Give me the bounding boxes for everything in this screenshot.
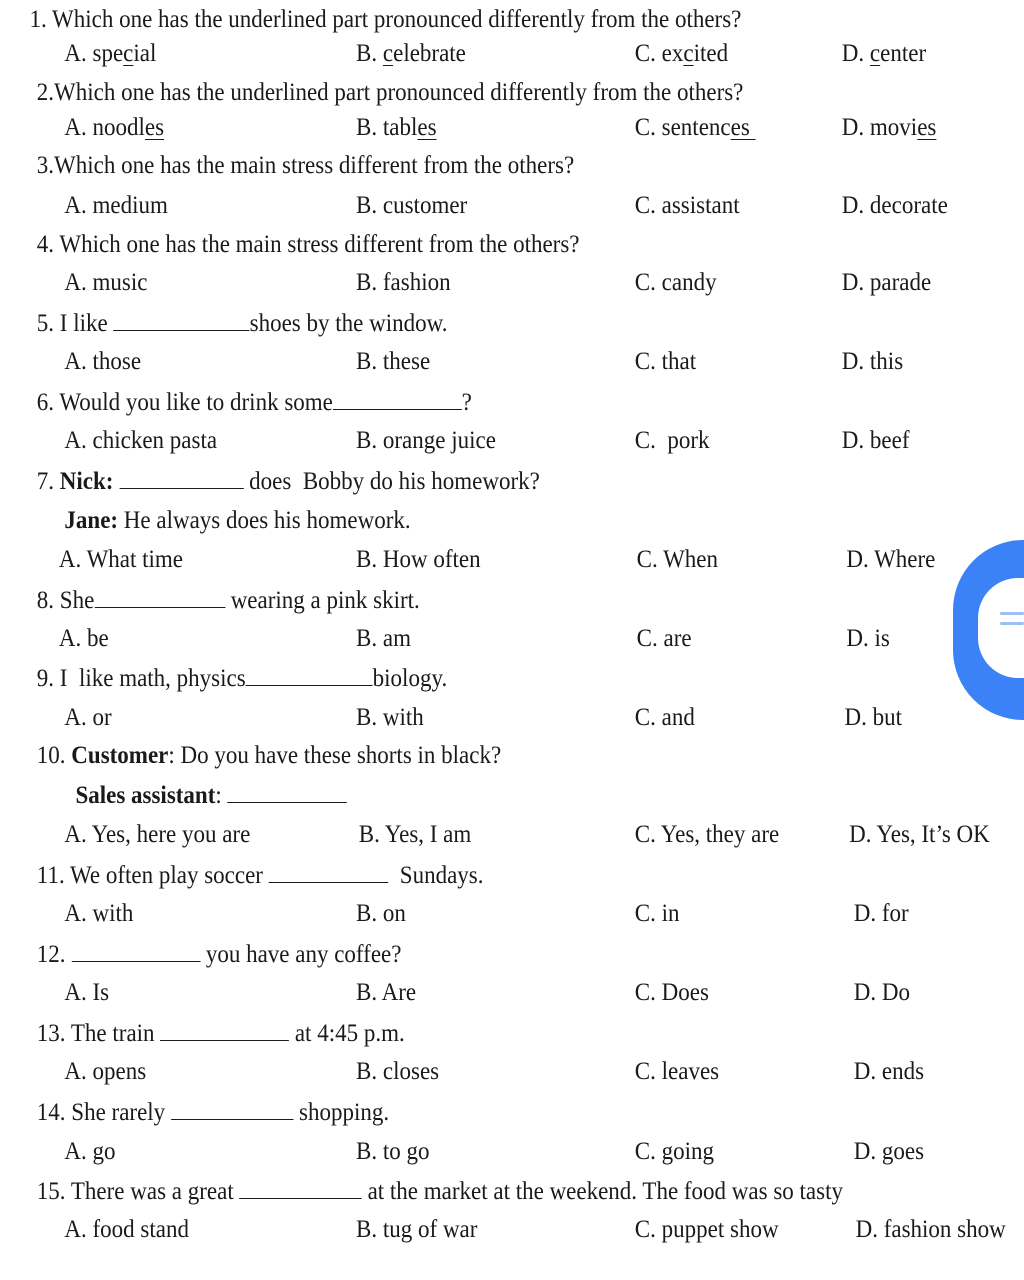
option-c[interactable]: C. Does bbox=[634, 979, 709, 1006]
option-a[interactable]: A. food stand bbox=[64, 1216, 189, 1243]
question-12: 12. you have any coffee? bbox=[36, 941, 402, 968]
answer-blank[interactable] bbox=[269, 860, 389, 883]
answer-blank[interactable] bbox=[94, 585, 225, 608]
answer-blank[interactable] bbox=[71, 939, 200, 962]
options-2 bbox=[0, 113, 942, 153]
question-stem: Which one has the underlined part pronounced differently from the others? bbox=[46, 6, 742, 33]
option-b[interactable]: B. tables bbox=[356, 114, 437, 141]
option-a[interactable]: A. be bbox=[58, 625, 109, 652]
option-b[interactable]: B. Yes, I am bbox=[358, 821, 472, 848]
question-number: 10. bbox=[36, 742, 66, 769]
question-number: 15. bbox=[36, 1178, 66, 1205]
question-9: 9. I like math, physics biology. bbox=[36, 665, 448, 692]
option-b[interactable]: B. on bbox=[356, 900, 406, 927]
underlined-part: c bbox=[123, 40, 134, 67]
option-b[interactable]: B. to go bbox=[356, 1138, 430, 1165]
option-c[interactable]: C. excited bbox=[634, 40, 729, 67]
answer-blank[interactable] bbox=[171, 1097, 293, 1120]
option-a[interactable]: A. music bbox=[64, 269, 148, 296]
question-14: 14. She rarely shopping. bbox=[36, 1099, 390, 1126]
option-c[interactable]: C. puppet show bbox=[634, 1216, 779, 1243]
question-number: 5. bbox=[36, 310, 55, 337]
options-13 bbox=[0, 1057, 942, 1097]
options-5 bbox=[0, 347, 942, 387]
option-a[interactable]: A. What time bbox=[58, 546, 184, 573]
question-number: 8. bbox=[36, 587, 55, 614]
question-number: 9. bbox=[36, 665, 55, 692]
question-stem: Which one has the main stress different from the others? bbox=[54, 152, 575, 179]
answer-blank[interactable] bbox=[160, 1018, 289, 1041]
question-11: 11. We often play soccer Sundays. bbox=[36, 862, 484, 889]
option-d[interactable]: D. beef bbox=[841, 427, 910, 454]
question-number: 7. bbox=[36, 468, 55, 495]
underlined-part: c bbox=[683, 40, 694, 67]
question-15: 15. There was a great at the market at the weekend. The food was so tasty bbox=[36, 1178, 843, 1205]
option-c[interactable]: C. that bbox=[634, 348, 697, 375]
answer-blank[interactable] bbox=[333, 387, 462, 410]
option-a[interactable]: A. go bbox=[64, 1138, 116, 1165]
options-8 bbox=[0, 624, 942, 664]
question-4 bbox=[0, 230, 942, 270]
answer-blank[interactable] bbox=[119, 466, 243, 489]
question-2 bbox=[0, 78, 942, 118]
option-b[interactable]: B. am bbox=[356, 625, 411, 652]
option-b[interactable]: B. customer bbox=[356, 192, 468, 219]
answer-blank[interactable] bbox=[239, 1176, 361, 1199]
option-a[interactable]: A. medium bbox=[64, 192, 168, 219]
question-number: 13. bbox=[36, 1020, 66, 1047]
option-a[interactable]: A. those bbox=[64, 348, 142, 375]
question-number: 1. bbox=[29, 6, 47, 33]
option-b[interactable]: B. tug of war bbox=[356, 1216, 478, 1243]
underlined-part: c bbox=[382, 40, 394, 67]
option-c[interactable]: C. going bbox=[634, 1138, 715, 1165]
option-b[interactable]: B. celebrate bbox=[356, 40, 466, 67]
option-d[interactable]: D. for bbox=[853, 900, 909, 927]
question-stem: Which one has the underlined part pronounced differently from the others? bbox=[54, 79, 744, 106]
option-a[interactable]: A. chicken pasta bbox=[64, 427, 218, 454]
options-11 bbox=[0, 899, 942, 939]
answer-blank[interactable] bbox=[246, 663, 373, 686]
options-6 bbox=[0, 426, 942, 466]
question-number: 14. bbox=[36, 1099, 66, 1126]
question-5: 5. I like shoes by the window. bbox=[36, 310, 448, 337]
option-c[interactable]: C. Yes, they are bbox=[634, 821, 780, 848]
question-number: 4. bbox=[36, 231, 55, 258]
drag-handle-icon bbox=[1000, 612, 1024, 632]
option-b[interactable]: B. with bbox=[356, 704, 424, 731]
option-a[interactable]: A. Is bbox=[64, 979, 110, 1006]
answer-blank[interactable] bbox=[113, 308, 249, 331]
question-number: 6. bbox=[36, 389, 55, 416]
options-7 bbox=[0, 545, 942, 585]
underlined-part: es bbox=[730, 114, 756, 141]
option-a[interactable]: A. opens bbox=[64, 1058, 147, 1085]
option-c[interactable]: C. candy bbox=[634, 269, 717, 296]
option-d[interactable]: D. is bbox=[846, 625, 890, 652]
option-c[interactable]: C. leaves bbox=[634, 1058, 720, 1085]
option-a[interactable]: A. noodles bbox=[64, 114, 165, 141]
options-10 bbox=[0, 820, 990, 860]
question-10: 10. Customer: Do you have these shorts in black? bbox=[36, 742, 502, 769]
options-4 bbox=[0, 268, 942, 308]
option-d[interactable]: D. Yes, It’s OK bbox=[849, 821, 990, 848]
underlined-part: es bbox=[144, 114, 165, 141]
option-c[interactable]: C. pork bbox=[634, 427, 710, 454]
dialogue-response-10: Sales assistant: bbox=[0, 780, 942, 820]
option-c[interactable]: C. sentences bbox=[634, 114, 756, 141]
speaker-name: Nick: bbox=[54, 468, 114, 495]
option-b[interactable]: B. How often bbox=[356, 546, 481, 573]
question-7: 7. Nick: does Bobby do his homework? bbox=[36, 468, 540, 495]
option-c[interactable]: C. When bbox=[636, 546, 719, 573]
option-c[interactable]: C. in bbox=[634, 900, 680, 927]
answer-blank[interactable] bbox=[228, 780, 348, 803]
option-d[interactable]: D. parade bbox=[841, 269, 932, 296]
question-3 bbox=[0, 151, 942, 191]
option-a[interactable]: A. or bbox=[64, 704, 112, 731]
option-d[interactable]: D. center bbox=[841, 40, 927, 67]
underlined-part: c bbox=[869, 40, 881, 67]
option-d[interactable]: D. goes bbox=[853, 1138, 925, 1165]
question-number: 2. bbox=[36, 79, 55, 106]
option-a[interactable]: A. Yes, here you are bbox=[64, 821, 251, 848]
option-a[interactable]: A. special bbox=[64, 40, 157, 67]
question-stem: Which one has the main stress different from the others? bbox=[54, 231, 580, 258]
option-d[interactable]: D. decorate bbox=[841, 192, 948, 219]
option-d[interactable]: D. ends bbox=[853, 1058, 925, 1085]
speaker-name: Jane: bbox=[64, 507, 119, 534]
speaker-name: Customer bbox=[65, 742, 169, 769]
option-b[interactable]: B. Are bbox=[356, 979, 417, 1006]
options-1 bbox=[0, 39, 942, 79]
question-number: 12. bbox=[36, 941, 66, 968]
option-b[interactable]: B. these bbox=[356, 348, 431, 375]
option-b[interactable]: B. orange juice bbox=[356, 427, 496, 454]
option-b[interactable]: B. fashion bbox=[356, 269, 451, 296]
underlined-part: es bbox=[417, 114, 437, 141]
option-c[interactable]: C. are bbox=[636, 625, 692, 652]
question-number: 11. bbox=[36, 862, 65, 889]
option-c[interactable]: C. assistant bbox=[634, 192, 740, 219]
options-9 bbox=[0, 703, 942, 743]
option-a[interactable]: A. with bbox=[64, 900, 134, 927]
option-d[interactable]: D. movies bbox=[841, 114, 937, 141]
option-b[interactable]: B. closes bbox=[356, 1058, 440, 1085]
option-d[interactable]: D. but bbox=[844, 704, 903, 731]
option-d[interactable]: D. fashion show bbox=[855, 1216, 1006, 1243]
options-14 bbox=[0, 1137, 942, 1177]
question-6: 6. Would you like to drink some ? bbox=[36, 389, 472, 416]
question-number: 3. bbox=[36, 152, 55, 179]
option-d[interactable]: D. Do bbox=[853, 979, 910, 1006]
underlined-part: es bbox=[917, 114, 937, 141]
options-12 bbox=[0, 978, 942, 1018]
question-13: 13. The train at 4:45 p.m. bbox=[36, 1020, 405, 1047]
option-c[interactable]: C. and bbox=[634, 704, 695, 731]
option-d[interactable]: D. this bbox=[841, 348, 904, 375]
dialogue-response-7: Jane: He always does his homework. bbox=[64, 507, 411, 534]
options-15 bbox=[0, 1215, 1006, 1255]
options-3 bbox=[0, 191, 948, 231]
option-d[interactable]: D. Where bbox=[846, 546, 936, 573]
speaker-name: Sales assistant bbox=[75, 782, 216, 809]
question-8: 8. She wearing a pink skirt. bbox=[36, 587, 420, 614]
